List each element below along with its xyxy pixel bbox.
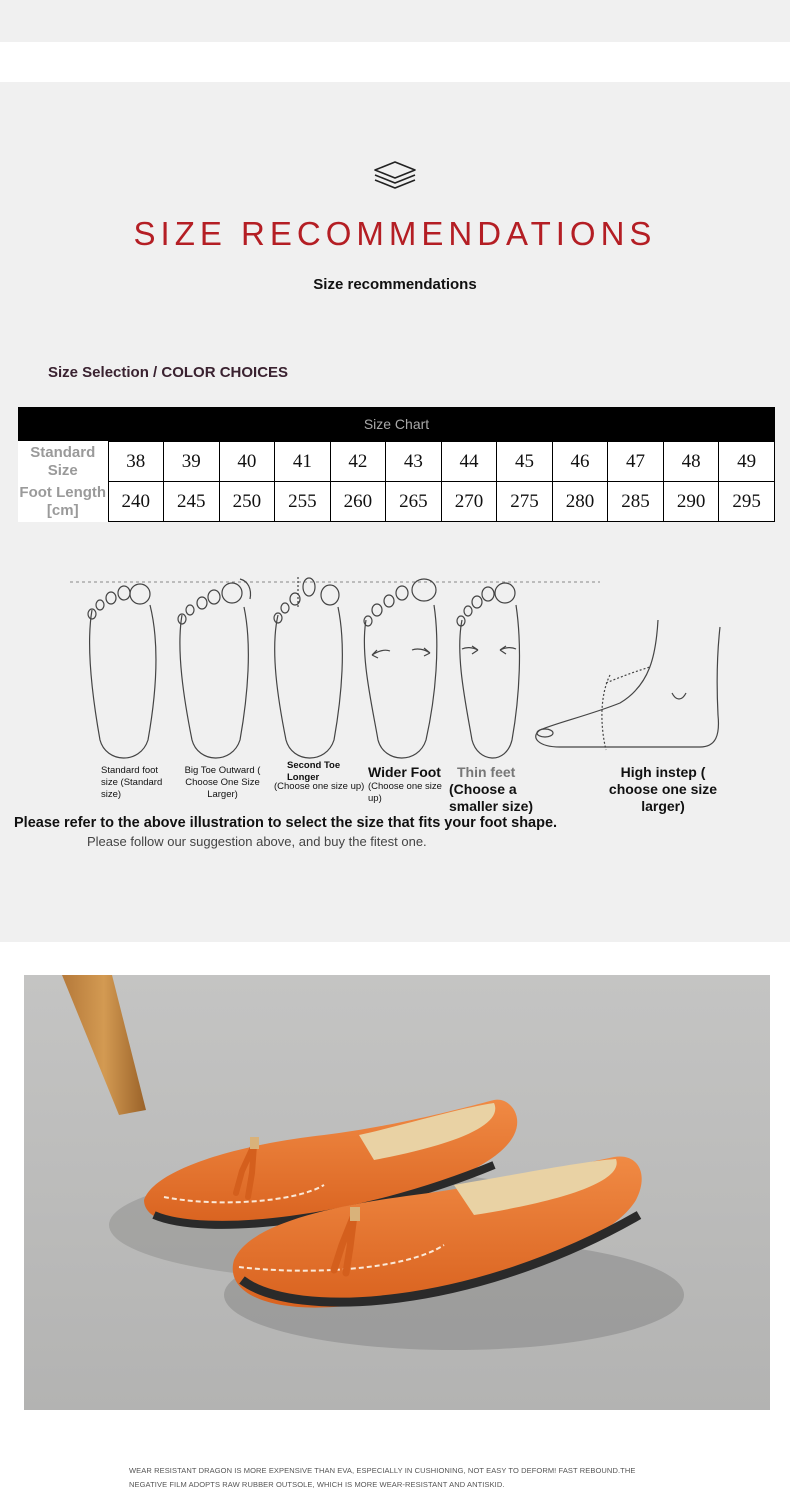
- length-cell: 250: [219, 482, 275, 522]
- standard-size-label: Standard Size: [18, 442, 108, 482]
- wider-foot-title: Wider Foot: [368, 764, 441, 780]
- size-cell: 42: [330, 442, 386, 482]
- table-row: [18, 482, 775, 522]
- length-cell: 260: [330, 482, 386, 522]
- material-description: WEAR RESISTANT DRAGON IS MORE EXPENSIVE THAN EVA, ESPECIALLY IN CUSHIONING, NOT EASY TO DEFORM! FAST REBOUND.THE NEGATIVE FILM ADOPTS RAW RUBBER OUTSOLE, WHICH IS MORE WEAR-RESISTANT AND ANTISKID.: [129, 1466, 636, 1489]
- size-cell: 48: [663, 442, 719, 482]
- big-toe-label: Big Toe Outward ( Choose One Size Larger): [184, 765, 261, 800]
- foot-shape-illustrations: [0, 575, 790, 835]
- foot-length-label: Foot Length [cm]: [18, 482, 108, 522]
- length-cell: 255: [275, 482, 331, 522]
- size-selection-label: Size Selection / COLOR CHOICES: [48, 364, 289, 381]
- size-cell: 40: [219, 442, 275, 482]
- row-labels: [18, 442, 108, 522]
- thin-feet-note: (Choose a smaller size): [449, 781, 534, 814]
- length-cell: 245: [164, 482, 220, 522]
- thin-foot-icon: [457, 583, 519, 758]
- length-cell: 295: [719, 482, 775, 522]
- high-instep-label: High instep ( choose one size larger): [608, 764, 718, 814]
- standard-foot-icon: [88, 584, 156, 758]
- size-chart: [18, 407, 775, 522]
- orange-loafers-image: [24, 975, 770, 1410]
- size-guide-suggestion: Please follow our suggestion above, and buy the fitest one.: [87, 834, 427, 849]
- length-cell: 275: [497, 482, 553, 522]
- size-cell: 46: [552, 442, 608, 482]
- size-cell: 38: [108, 442, 164, 482]
- foot-outlines-drawing: [0, 575, 790, 775]
- page-subtitle: Size recommendations: [313, 276, 477, 293]
- big-toe-outward-foot-icon: [178, 579, 251, 758]
- second-toe-note: (Choose one size up): [274, 781, 365, 792]
- size-chart-heading: Size Chart: [18, 407, 775, 441]
- size-cell: 41: [275, 442, 331, 482]
- second-toe-longer-foot-icon: [274, 577, 342, 758]
- size-cell: 39: [164, 442, 220, 482]
- length-cell: 240: [108, 482, 164, 522]
- length-cell: 290: [663, 482, 719, 522]
- length-cell: 285: [608, 482, 664, 522]
- size-cell: 47: [608, 442, 664, 482]
- high-instep-foot-icon: [536, 620, 720, 750]
- size-cell: 43: [386, 442, 442, 482]
- second-toe-title: Second Toe Longer: [287, 760, 341, 783]
- size-cell: 44: [441, 442, 497, 482]
- length-cell: 280: [552, 482, 608, 522]
- length-cell: 265: [386, 482, 442, 522]
- length-cell: 270: [441, 482, 497, 522]
- top-band: [0, 0, 790, 42]
- thin-feet-title: Thin feet: [457, 764, 516, 780]
- wider-foot-note: (Choose one size up): [368, 781, 442, 804]
- table-row: [18, 442, 775, 482]
- product-photo: [24, 975, 770, 1410]
- standard-foot-label: Standard foot size (Standard size): [101, 765, 163, 800]
- size-guide-instruction: Please refer to the above illustration to select the size that fits your foot shape.: [14, 815, 558, 831]
- page-title: SIZE RECOMMENDATIONS: [133, 215, 657, 252]
- wider-foot-icon: [364, 579, 437, 758]
- size-cell: 49: [719, 442, 775, 482]
- size-chart-table: [18, 441, 775, 522]
- stacked-layers-icon: [371, 158, 419, 192]
- gap-band: [0, 42, 790, 82]
- size-cell: 45: [497, 442, 553, 482]
